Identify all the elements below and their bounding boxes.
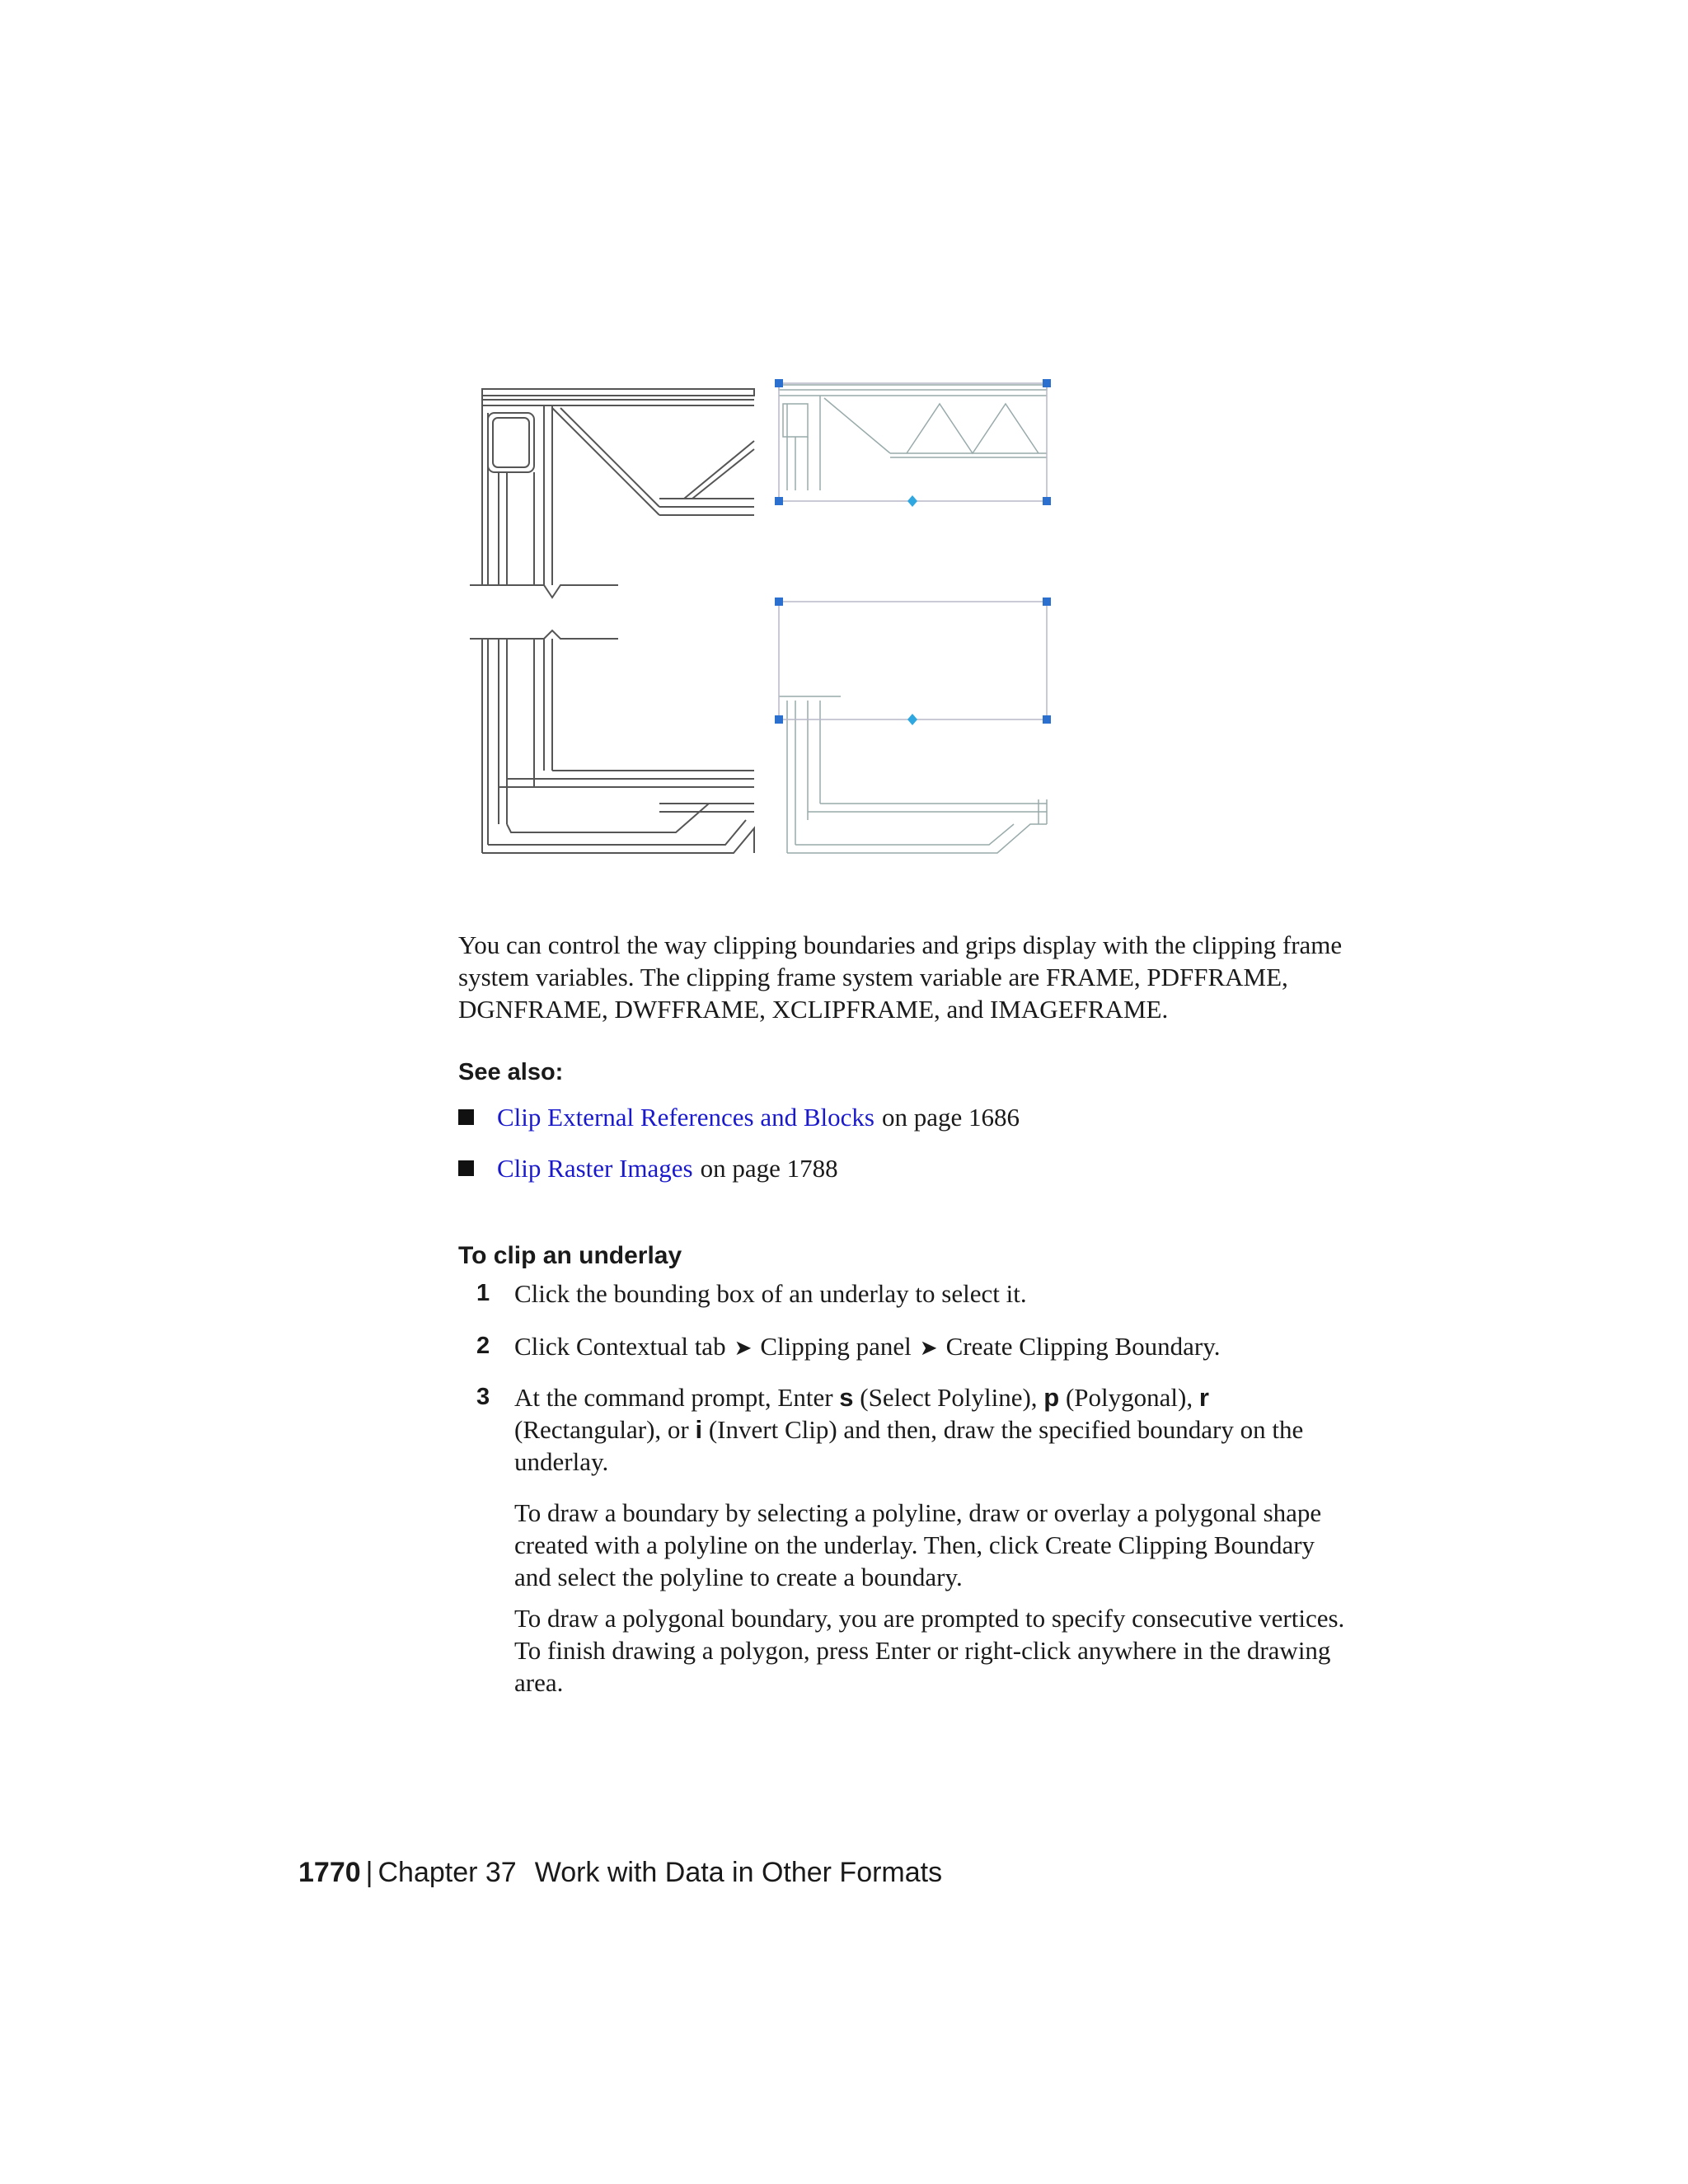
ui-path-clipping-panel: Clipping panel bbox=[760, 1332, 912, 1361]
step-text-part: (Polygonal), bbox=[1059, 1383, 1199, 1412]
step-number: 1 bbox=[476, 1280, 490, 1306]
step-text-part: (Rectangular), or bbox=[514, 1415, 696, 1444]
procedure-step-2 bbox=[476, 1330, 1350, 1365]
ui-path-create-clipping-boundary: Create Clipping Boundary. bbox=[945, 1332, 1221, 1361]
arrow-right-icon: ➤ bbox=[919, 1336, 938, 1361]
intro-paragraph: You can control the way clipping boundaries and grips display with the clipping frame system variables. The clipping frame system variable are FRAME, PDFFRAME, DGNFRAME, DWFFRAME, XCLIPFRAME, and IMAGEFRAME. bbox=[458, 930, 1343, 1024]
step-number: 3 bbox=[476, 1384, 490, 1410]
clipping-underlay-illustration-icon bbox=[462, 375, 1071, 869]
option-key-p: p bbox=[1043, 1383, 1060, 1412]
see-also-item bbox=[458, 1152, 838, 1184]
chapter-title: Work with Data in Other Formats bbox=[534, 1857, 943, 1888]
procedure-title: To clip an underlay bbox=[458, 1242, 682, 1269]
step-text bbox=[514, 1381, 1339, 1478]
see-also-link-clip-xrefs[interactable]: Clip External References and Blocks bbox=[497, 1103, 874, 1132]
option-key-i: i bbox=[695, 1415, 703, 1444]
footer-divider: | bbox=[365, 1857, 373, 1888]
procedure-step-1 bbox=[476, 1277, 1350, 1310]
step-text: Click the bounding box of an underlay to select it. bbox=[514, 1279, 1027, 1308]
ui-path-contextual-tab: Click Contextual tab bbox=[514, 1332, 726, 1361]
step-3-polygonal-note: To draw a polygonal boundary, you are prompted to specify consecutive vertices. To finish drawing a polygon, press Enter or right-click anywhere in the drawing area. bbox=[514, 1604, 1345, 1697]
bullet-square-icon bbox=[458, 1160, 474, 1176]
procedure-step-3 bbox=[476, 1381, 1350, 1478]
step-text-part: At the command prompt, Enter bbox=[514, 1383, 840, 1412]
option-key-r: r bbox=[1198, 1383, 1209, 1412]
bullet-square-icon bbox=[458, 1109, 474, 1125]
step-number: 2 bbox=[476, 1333, 490, 1359]
step-text bbox=[514, 1330, 1339, 1365]
see-also-item bbox=[458, 1101, 1020, 1133]
page-number: 1770 bbox=[298, 1857, 361, 1888]
see-also-link-clip-raster[interactable]: Clip Raster Images bbox=[497, 1154, 693, 1183]
step-text-part: (Invert Clip) and then, draw the specified boundary on the underlay. bbox=[514, 1415, 1304, 1476]
chapter-label: Chapter 37 bbox=[377, 1857, 517, 1888]
see-also-title: See also: bbox=[458, 1059, 564, 1085]
intro-paragraph-block bbox=[458, 929, 1365, 1025]
arrow-right-icon: ➤ bbox=[734, 1336, 753, 1361]
step-3-polyline-note: To draw a boundary by selecting a polyline, draw or overlay a polygonal shape created with a polyline on the underlay. Then, click Create Clipping Boundary and select the polyline to create a boundary. bbox=[514, 1498, 1322, 1591]
page-footer bbox=[298, 1857, 942, 1889]
option-key-s: s bbox=[839, 1383, 854, 1412]
see-also-page-ref: on page 1788 bbox=[700, 1154, 838, 1183]
clipping-illustration bbox=[462, 375, 1071, 869]
step-text-part: (Select Polyline), bbox=[853, 1383, 1044, 1412]
see-also-page-ref: on page 1686 bbox=[881, 1103, 1020, 1132]
